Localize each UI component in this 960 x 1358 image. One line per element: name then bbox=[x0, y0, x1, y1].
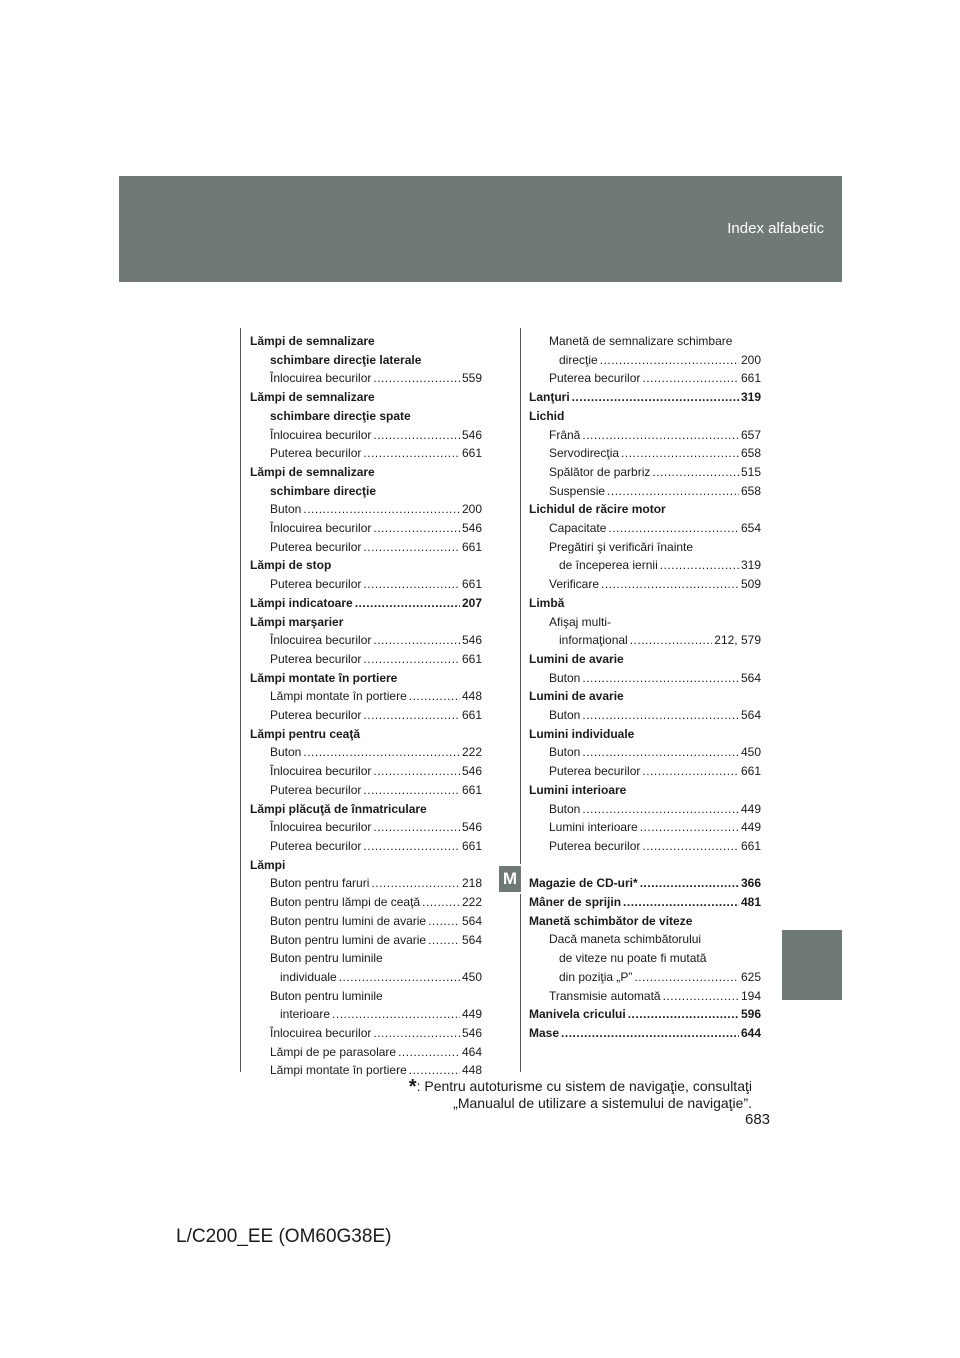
dot-leader bbox=[428, 931, 460, 950]
dot-leader bbox=[660, 556, 739, 575]
entry-text: Lămpi de semnalizare bbox=[250, 390, 375, 405]
index-entry bbox=[529, 987, 761, 1006]
center-rule-lower bbox=[520, 894, 521, 1072]
entry-page: 200 bbox=[461, 502, 482, 517]
index-entry bbox=[250, 482, 482, 501]
entry-text: direcţie bbox=[559, 352, 598, 367]
index-entry bbox=[529, 407, 761, 426]
entry-page: 218 bbox=[461, 876, 482, 891]
entry-page: 546 bbox=[461, 820, 482, 835]
page-number: 683 bbox=[745, 1111, 771, 1128]
entry-page: 564 bbox=[461, 913, 482, 928]
dot-leader bbox=[409, 687, 460, 706]
entry-text: de viteze nu poate fi mutată bbox=[559, 951, 707, 966]
entry-text: Lămpi indicatoare bbox=[250, 595, 353, 610]
entry-text: Lămpi bbox=[250, 857, 286, 872]
index-entry bbox=[250, 669, 482, 688]
index-entry bbox=[529, 968, 761, 987]
dot-leader bbox=[642, 837, 739, 856]
dot-leader bbox=[642, 369, 739, 388]
entry-text: Manetă schimbător de viteze bbox=[529, 913, 693, 928]
entry-text: Mâner de sprijin bbox=[529, 895, 622, 910]
index-column-left bbox=[250, 332, 482, 1080]
index-entry bbox=[529, 575, 761, 594]
entry-page: 661 bbox=[461, 446, 482, 461]
entry-page: 222 bbox=[461, 745, 482, 760]
entry-text: Buton pentru luminile bbox=[270, 988, 383, 1003]
dot-leader bbox=[398, 1043, 460, 1062]
index-entry bbox=[250, 781, 482, 800]
dot-leader bbox=[363, 444, 460, 463]
entry-text: Magazie de CD-uri* bbox=[529, 876, 638, 891]
index-entry bbox=[529, 949, 761, 968]
entry-text: Puterea becurilor bbox=[270, 651, 362, 666]
entry-text: Lumini individuale bbox=[529, 726, 635, 741]
entry-text: Puterea becurilor bbox=[549, 838, 641, 853]
entry-page: 515 bbox=[740, 464, 761, 479]
entry-text: Lămpi montate în portiere bbox=[270, 689, 407, 704]
index-entry bbox=[250, 369, 482, 388]
index-entry bbox=[250, 407, 482, 426]
index-entry bbox=[529, 444, 761, 463]
dot-leader bbox=[363, 706, 460, 725]
entry-text: Puterea becurilor bbox=[549, 764, 641, 779]
dot-leader bbox=[355, 594, 460, 613]
dot-leader bbox=[373, 818, 460, 837]
index-entry bbox=[529, 369, 761, 388]
entry-page: 222 bbox=[461, 895, 482, 910]
header-band bbox=[119, 176, 842, 282]
dot-leader bbox=[373, 762, 460, 781]
entry-page: 644 bbox=[740, 1026, 761, 1040]
index-entry bbox=[529, 706, 761, 725]
section-letter-badge: M bbox=[499, 866, 521, 892]
entry-text: Buton bbox=[549, 745, 581, 760]
entry-text: Lămpi montate în portiere bbox=[250, 670, 398, 685]
dot-leader bbox=[640, 874, 739, 893]
entry-text: Lichidul de răcire motor bbox=[529, 502, 666, 517]
entry-text: schimbare direcţie laterale bbox=[270, 352, 422, 367]
entry-page: 596 bbox=[740, 1007, 761, 1022]
entry-page: 450 bbox=[740, 745, 761, 760]
entry-text: Lămpi plăcuţă de înmatriculare bbox=[250, 801, 427, 816]
index-entry bbox=[250, 949, 482, 968]
dot-leader bbox=[572, 388, 739, 407]
index-entry bbox=[529, 762, 761, 781]
entry-page: 509 bbox=[740, 577, 761, 592]
dot-leader bbox=[373, 426, 460, 445]
entry-text: Lanţuri bbox=[529, 390, 570, 405]
dot-leader bbox=[642, 762, 739, 781]
index-entry bbox=[529, 556, 761, 575]
dot-leader bbox=[652, 463, 739, 482]
entry-text: Buton bbox=[270, 745, 302, 760]
entry-text: Înlocuirea becurilor bbox=[270, 820, 372, 835]
entry-page: 661 bbox=[461, 708, 482, 723]
entry-page: 319 bbox=[740, 558, 761, 573]
index-entry bbox=[250, 800, 482, 819]
dot-leader bbox=[621, 444, 739, 463]
index-entry bbox=[250, 687, 482, 706]
entry-text: Transmisie automată bbox=[549, 988, 661, 1003]
entry-page: 319 bbox=[740, 390, 761, 405]
index-entry bbox=[529, 800, 761, 819]
index-entry bbox=[250, 650, 482, 669]
index-entry bbox=[250, 931, 482, 950]
entry-text: informaţional bbox=[559, 633, 628, 648]
index-entry bbox=[529, 930, 761, 949]
index-entry bbox=[529, 594, 761, 613]
entry-page: 194 bbox=[740, 988, 761, 1003]
index-entry bbox=[529, 519, 761, 538]
entry-text: Buton pentru luminile bbox=[270, 951, 383, 966]
index-entry bbox=[250, 538, 482, 557]
entry-page: 559 bbox=[461, 371, 482, 386]
index-entry bbox=[529, 426, 761, 445]
footnote bbox=[409, 1078, 752, 1111]
entry-text: interioare bbox=[280, 1007, 331, 1022]
entry-text: Buton bbox=[549, 801, 581, 816]
index-entry bbox=[250, 1005, 482, 1024]
index-entry bbox=[529, 912, 761, 931]
entry-page: 661 bbox=[461, 782, 482, 797]
footnote-line-1: : Pentru autoturisme cu sistem de navigaţie, consultaţi bbox=[416, 1078, 752, 1094]
index-entry bbox=[250, 762, 482, 781]
entry-text: Buton pentru faruri bbox=[270, 876, 370, 891]
dot-leader bbox=[422, 893, 460, 912]
entry-spacer bbox=[529, 856, 761, 875]
index-entry bbox=[250, 519, 482, 538]
entry-text: Capacitate bbox=[549, 521, 607, 536]
side-thumb-tab bbox=[782, 930, 842, 1000]
index-entry bbox=[250, 987, 482, 1006]
entry-page: 661 bbox=[740, 764, 761, 779]
entry-page: 658 bbox=[740, 483, 761, 498]
index-entry bbox=[250, 426, 482, 445]
footnote-line-2: „Manualul de utilizare a sistemului de navigaţie”. bbox=[453, 1095, 752, 1111]
dot-leader bbox=[363, 781, 460, 800]
entry-page: 564 bbox=[740, 708, 761, 723]
index-entry bbox=[529, 669, 761, 688]
index-entry bbox=[250, 725, 482, 744]
dot-leader bbox=[630, 631, 713, 650]
entry-text: Lămpi pentru ceaţă bbox=[250, 726, 361, 741]
entry-page: 625 bbox=[740, 969, 761, 984]
entry-text: Buton bbox=[270, 502, 302, 517]
index-entry bbox=[250, 556, 482, 575]
entry-text: Lămpi marşarier bbox=[250, 614, 344, 629]
index-entry bbox=[250, 837, 482, 856]
entry-page: 564 bbox=[740, 670, 761, 685]
index-entry bbox=[250, 594, 482, 613]
dot-leader bbox=[332, 1005, 460, 1024]
index-entry bbox=[529, 388, 761, 407]
dot-leader bbox=[339, 968, 460, 987]
entry-text: Verificare bbox=[549, 577, 600, 592]
dot-leader bbox=[373, 369, 460, 388]
index-entry bbox=[529, 482, 761, 501]
entry-text: Limbă bbox=[529, 595, 565, 610]
entry-text: Puterea becurilor bbox=[549, 371, 641, 386]
entry-text: Lumini de avarie bbox=[529, 651, 624, 666]
entry-page: 546 bbox=[461, 521, 482, 536]
footnote-star: * bbox=[408, 1076, 417, 1098]
entry-page: 661 bbox=[461, 651, 482, 666]
entry-page: 450 bbox=[461, 969, 482, 984]
entry-text: Spălător de parbriz bbox=[549, 464, 651, 479]
entry-page: 661 bbox=[740, 838, 761, 853]
entry-text: Puterea becurilor bbox=[270, 539, 362, 554]
dot-leader bbox=[582, 669, 739, 688]
index-entry bbox=[529, 687, 761, 706]
dot-leader bbox=[607, 482, 739, 501]
dot-leader bbox=[363, 650, 460, 669]
index-entry bbox=[529, 538, 761, 557]
dot-leader bbox=[640, 818, 739, 837]
entry-text: din poziţia „P” bbox=[559, 969, 633, 984]
dot-leader bbox=[373, 1024, 460, 1043]
entry-page: 661 bbox=[740, 371, 761, 386]
entry-text: Înlocuirea becurilor bbox=[270, 371, 372, 386]
entry-page: 661 bbox=[461, 577, 482, 592]
entry-text: Dacă maneta schimbătorului bbox=[549, 932, 702, 947]
entry-text: Buton bbox=[549, 708, 581, 723]
entry-text: Buton pentru lămpi de ceaţă bbox=[270, 895, 421, 910]
index-entry bbox=[529, 332, 761, 351]
dot-leader bbox=[600, 351, 739, 370]
dot-leader bbox=[601, 575, 739, 594]
entry-page: 481 bbox=[740, 895, 761, 910]
index-entry bbox=[529, 631, 761, 650]
index-entry bbox=[529, 781, 761, 800]
dot-leader bbox=[582, 743, 739, 762]
entry-text: Înlocuirea becurilor bbox=[270, 1026, 372, 1041]
entry-text: Puterea becurilor bbox=[270, 577, 362, 592]
section-title: Index alfabetic bbox=[727, 220, 824, 237]
entry-text: schimbare direcţie spate bbox=[270, 408, 411, 423]
dot-leader bbox=[373, 631, 460, 650]
entry-page: 449 bbox=[740, 820, 761, 835]
entry-page: 366 bbox=[740, 876, 761, 891]
index-entry bbox=[529, 650, 761, 669]
dot-leader bbox=[303, 743, 460, 762]
index-entry bbox=[529, 1005, 761, 1024]
dot-leader bbox=[582, 426, 739, 445]
entry-text: Manivela cricului bbox=[529, 1007, 626, 1022]
dot-leader bbox=[363, 575, 460, 594]
entry-page: 207 bbox=[461, 595, 482, 610]
index-entry bbox=[250, 912, 482, 931]
entry-text: Afişaj multi- bbox=[549, 614, 612, 629]
entry-page: 546 bbox=[461, 764, 482, 779]
entry-text: de începerea iernii bbox=[559, 558, 658, 573]
index-entry bbox=[250, 500, 482, 519]
index-entry bbox=[250, 856, 482, 875]
index-entry bbox=[250, 706, 482, 725]
index-entry bbox=[529, 613, 761, 632]
entry-text: Lumini interioare bbox=[549, 820, 638, 835]
entry-text: Manetă de semnalizare schimbare bbox=[549, 334, 733, 348]
index-column-right bbox=[529, 332, 761, 1043]
dot-leader bbox=[428, 912, 460, 931]
entry-page: 449 bbox=[461, 1007, 482, 1022]
entry-text: Puterea becurilor bbox=[270, 446, 362, 461]
index-entry bbox=[529, 1024, 761, 1043]
entry-text: Buton bbox=[549, 670, 581, 685]
dot-leader bbox=[561, 1024, 739, 1043]
dot-leader bbox=[608, 519, 739, 538]
index-entry bbox=[250, 444, 482, 463]
index-entry bbox=[250, 893, 482, 912]
document-code: L/C200_EE (OM60G38E) bbox=[176, 1226, 392, 1247]
entry-text: Pregătiri şi verificări înainte bbox=[549, 539, 694, 554]
entry-page: 546 bbox=[461, 1026, 482, 1041]
index-entry bbox=[250, 575, 482, 594]
entry-text: Lumini interioare bbox=[529, 782, 627, 797]
entry-text: Buton pentru lumini de avarie bbox=[270, 913, 427, 928]
index-entry bbox=[250, 818, 482, 837]
entry-page: 449 bbox=[740, 801, 761, 816]
index-entry bbox=[250, 874, 482, 893]
entry-text: schimbare direcţie bbox=[270, 483, 377, 498]
dot-leader bbox=[634, 968, 739, 987]
index-entry bbox=[529, 351, 761, 370]
entry-text: Lămpi de semnalizare bbox=[250, 334, 375, 348]
dot-leader bbox=[582, 706, 739, 725]
center-rule bbox=[520, 328, 521, 864]
entry-page: 448 bbox=[461, 1063, 482, 1078]
dot-leader bbox=[363, 837, 460, 856]
left-rule bbox=[240, 328, 241, 1072]
entry-text: Lichid bbox=[529, 408, 565, 423]
entry-page: 661 bbox=[461, 539, 482, 554]
index-entry bbox=[529, 463, 761, 482]
index-entry bbox=[250, 613, 482, 632]
dot-leader bbox=[303, 500, 460, 519]
index-entry bbox=[529, 743, 761, 762]
entry-text: Mase bbox=[529, 1026, 560, 1040]
index-entry bbox=[529, 837, 761, 856]
entry-text: Înlocuirea becurilor bbox=[270, 633, 372, 648]
index-entry bbox=[250, 332, 482, 351]
index-entry bbox=[529, 893, 761, 912]
entry-page: 657 bbox=[740, 427, 761, 442]
dot-leader bbox=[623, 893, 739, 912]
entry-text: Lumini de avarie bbox=[529, 689, 624, 704]
entry-text: Suspensie bbox=[549, 483, 606, 498]
dot-leader bbox=[363, 538, 460, 557]
dot-leader bbox=[628, 1005, 739, 1024]
entry-text: Frână bbox=[549, 427, 581, 442]
entry-page: 212, 579 bbox=[714, 633, 761, 648]
entry-text: Lămpi de stop bbox=[250, 558, 332, 573]
entry-text: Înlocuirea becurilor bbox=[270, 521, 372, 536]
entry-text: Servodirecţia bbox=[549, 446, 620, 461]
index-entry bbox=[250, 1043, 482, 1062]
entry-text: individuale bbox=[280, 969, 337, 984]
entry-text: Înlocuirea becurilor bbox=[270, 764, 372, 779]
index-entry bbox=[250, 351, 482, 370]
entry-page: 654 bbox=[740, 521, 761, 536]
index-entry bbox=[250, 388, 482, 407]
index-entry bbox=[250, 463, 482, 482]
entry-page: 448 bbox=[461, 689, 482, 704]
dot-leader bbox=[663, 987, 739, 1006]
entry-text: Buton pentru lumini de avarie bbox=[270, 932, 427, 947]
dot-leader bbox=[582, 800, 739, 819]
dot-leader bbox=[371, 874, 460, 893]
index-entry bbox=[250, 1024, 482, 1043]
entry-text: Înlocuirea becurilor bbox=[270, 427, 372, 442]
entry-text: Lămpi de pe parasolare bbox=[270, 1044, 397, 1059]
index-entry bbox=[250, 743, 482, 762]
entry-text: Lămpi montate în portiere bbox=[270, 1063, 407, 1078]
entry-text: Puterea becurilor bbox=[270, 838, 362, 853]
entry-page: 564 bbox=[461, 932, 482, 947]
index-entry bbox=[529, 874, 761, 893]
entry-page: 546 bbox=[461, 427, 482, 442]
entry-page: 658 bbox=[740, 446, 761, 461]
entry-text: Lămpi de semnalizare bbox=[250, 464, 375, 479]
index-entry bbox=[250, 968, 482, 987]
index-entry bbox=[529, 725, 761, 744]
entry-text: Puterea becurilor bbox=[270, 708, 362, 723]
index-entry bbox=[529, 818, 761, 837]
entry-page: 200 bbox=[740, 352, 761, 367]
index-entry bbox=[250, 631, 482, 650]
index-entry bbox=[529, 500, 761, 519]
entry-text: Puterea becurilor bbox=[270, 782, 362, 797]
entry-page: 661 bbox=[461, 838, 482, 853]
dot-leader bbox=[373, 519, 460, 538]
entry-page: 546 bbox=[461, 633, 482, 648]
entry-page: 464 bbox=[461, 1044, 482, 1059]
